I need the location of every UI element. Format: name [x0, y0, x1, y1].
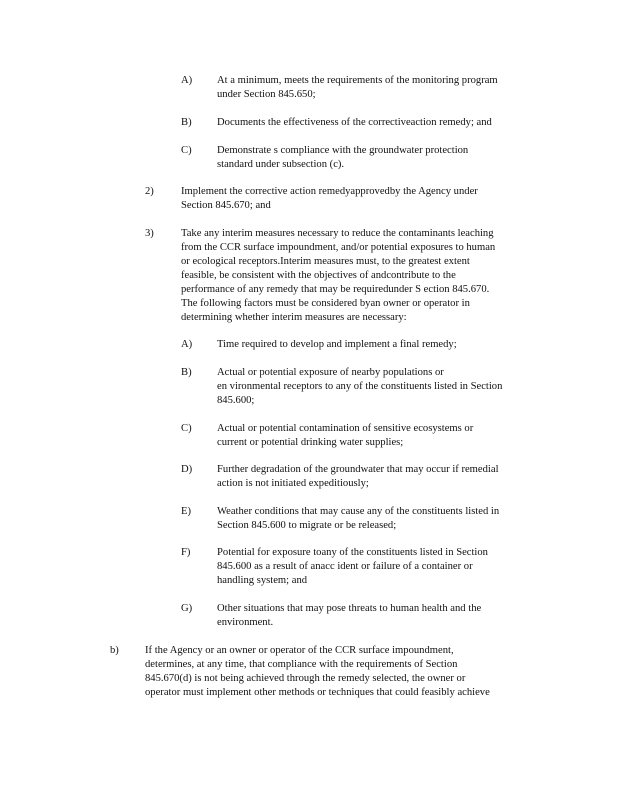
text-line: from the CCR surface impoundment, and/or potential exposures to human	[181, 242, 496, 253]
text-line: performance of any remedy that may be requiredunder S ection 845.670.	[181, 284, 490, 295]
text-line: Section 845.600 to migrate or be released;	[217, 520, 397, 531]
list-item-text	[181, 185, 521, 213]
list-item-label: G)	[181, 603, 193, 614]
text-line: Demonstrate s compliance with the groundwater protection	[217, 145, 469, 156]
text-line: The following factors must be considered byan owner or operator in	[181, 298, 470, 309]
list-item-label: B)	[181, 117, 192, 128]
list-item-text	[145, 644, 535, 700]
text-line: Actual or potential exposure of nearby populations or	[217, 367, 444, 378]
list-item-label: F)	[181, 547, 191, 558]
text-line: Documents the effectiveness of the correctiveaction remedy; and	[217, 117, 492, 128]
text-line: en vironmental receptors to any of the constituents listed in Section	[217, 381, 503, 392]
list-item-text	[217, 74, 533, 102]
text-line: 845.670(d) is not being achieved through the remedy selected, the owner or	[145, 673, 466, 684]
text-line: Implement the corrective action remedyapprovedby the Agency under	[181, 186, 478, 197]
list-item-text	[217, 116, 533, 130]
text-line: action is not initiated expeditiously;	[217, 478, 369, 489]
list-item-text	[217, 505, 542, 533]
list-item-label: A)	[181, 339, 193, 350]
list-item-label: 3)	[145, 228, 154, 239]
list-item-label: 2)	[145, 186, 154, 197]
list-item-text	[217, 338, 537, 352]
text-line: Other situations that may pose threats to human health and the	[217, 603, 482, 614]
list-item-label: b)	[110, 645, 119, 656]
text-line: operator must implement other methods or techniques that could feasibly achieve	[145, 687, 490, 698]
text-line: determining whether interim measures are necessary:	[181, 312, 407, 323]
text-line: Actual or potential contamination of sensitive ecosystems or	[217, 423, 474, 434]
text-line: environment.	[217, 617, 274, 628]
text-line: If the Agency or an owner or operator of the CCR surface impoundment,	[145, 645, 454, 656]
list-item-text	[181, 227, 541, 325]
list-item-text	[217, 366, 537, 408]
text-line: Weather conditions that may cause any of the constituents listed in	[217, 506, 500, 517]
text-line: 845.600 as a result of anacc ident or failure of a container or	[217, 561, 473, 572]
text-line: Take any interim measures necessary to reduce the contaminants leaching	[181, 228, 494, 239]
text-line: current or potential drinking water supplies;	[217, 437, 404, 448]
list-item-label: E)	[181, 506, 191, 517]
text-line: feasible, be consistent with the objectives of andcontribute to the	[181, 270, 456, 281]
list-item-text	[217, 546, 527, 588]
list-item-text	[217, 463, 537, 491]
list-item-label: B)	[181, 367, 192, 378]
text-line: Potential for exposure toany of the constituents listed in Section	[217, 547, 488, 558]
list-item-label: D)	[181, 464, 193, 475]
text-line: handling system; and	[217, 575, 308, 586]
text-line: Time required to develop and implement a final remedy;	[217, 339, 457, 350]
list-item-text	[217, 602, 527, 630]
text-line: At a minimum, meets the requirements of the monitoring program	[217, 75, 498, 86]
list-item-label: A)	[181, 75, 193, 86]
list-item-label: C)	[181, 145, 192, 156]
list-item-text	[217, 144, 533, 172]
text-line: determines, at any time, that compliance with the requirements of Section	[145, 659, 458, 670]
text-line: standard under subsection (c).	[217, 159, 345, 170]
text-line: Further degradation of the groundwater that may occur if remedial	[217, 464, 499, 475]
text-line: or ecological receptors.Interim measures must, to the greatest extent	[181, 256, 470, 267]
text-line: Section 845.670; and	[181, 200, 271, 211]
list-item-label: C)	[181, 423, 192, 434]
text-line: 845.600;	[217, 395, 255, 406]
text-line: under Section 845.650;	[217, 89, 316, 100]
list-item-text	[217, 422, 537, 450]
